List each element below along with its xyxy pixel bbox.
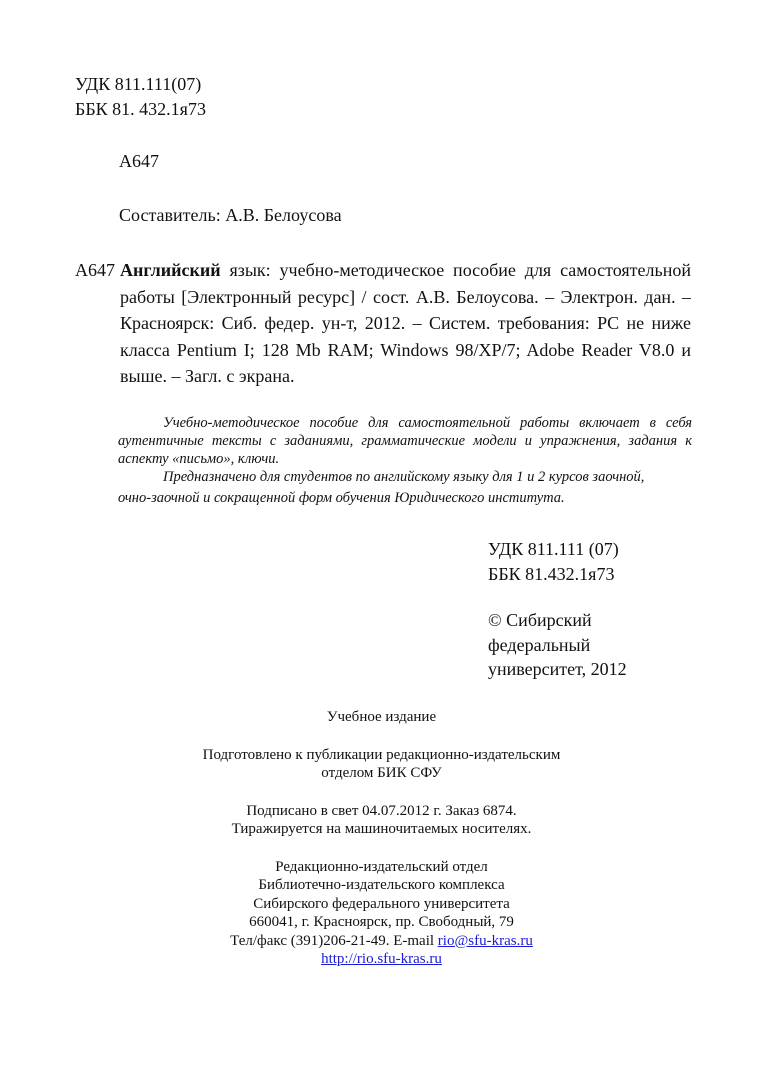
bibliographic-line-5: выше. – Загл. с экрана. xyxy=(120,366,295,386)
address-line: 660041, г. Красноярск, пр. Свободный, 79 xyxy=(249,914,514,930)
bibliographic-author-sign: А647 xyxy=(75,260,115,280)
distribution-line: Тиражируется на машиночитаемых носителях. xyxy=(231,821,532,837)
publisher-line-2: Библиотечно-издательского комплекса xyxy=(258,877,505,893)
annotation-line-4: Предназначено для студентов по английскому языку для 1 и 2 курсов заочной, xyxy=(163,469,645,485)
bibliographic-line-1 xyxy=(120,257,691,284)
colophon xyxy=(0,708,763,969)
prepared-line-2: отделом БИК СФУ xyxy=(321,765,442,781)
copyright-line-3: университет, 2012 xyxy=(488,659,627,679)
author-sign: А647 xyxy=(119,151,159,171)
bibliographic-line-2: работы [Электронный ресурс] / сост. А.В. Белоусова. – Электрон. дан. – xyxy=(120,286,691,307)
website-link[interactable]: http://rio.sfu-kras.ru xyxy=(321,951,442,967)
udc-code-top: УДК 811.111(07) xyxy=(75,74,202,94)
publisher-line-3: Сибирского федерального университета xyxy=(253,895,510,912)
bibliographic-line-3: Красноярск: Сиб. федер. ун-т, 2012. – Систем. требования: PC не ниже xyxy=(120,313,691,333)
udc-code: УДК 811.111 (07) xyxy=(488,539,619,559)
annotation-line-3: аспекту «письмо», ключи. xyxy=(118,451,280,467)
prepared-line-1: Подготовлено к публикации редакционно-издательским xyxy=(202,746,561,763)
website-line xyxy=(0,950,763,969)
bibliographic-title-rest: язык: учебно-методическое пособие для самостоятельной xyxy=(220,260,691,280)
contact-line xyxy=(0,932,763,951)
annotation-line-5: очно-заочной и сокращенной форм обучения Юридического института. xyxy=(118,490,565,506)
edition-type: Учебное издание xyxy=(326,709,437,725)
copyright-line-2: федеральный xyxy=(488,634,591,655)
classification-block xyxy=(488,537,627,682)
bibliographic-description xyxy=(120,257,691,390)
bbk-code: ББК 81.432.1я73 xyxy=(488,563,615,584)
compiler-line: Составитель: А.В. Белоусова xyxy=(119,205,342,225)
annotation-line-2: аутентичные тексты с заданиями, грамматические модели и упражнения, задания к xyxy=(118,433,692,449)
copyright-line-1: © Сибирский xyxy=(488,610,592,630)
bibliographic-title: Английский xyxy=(120,260,221,280)
annotation xyxy=(118,414,692,507)
annotation-line-1: Учебно-методическое пособие для самостоятельной работы включает в себя xyxy=(163,415,692,431)
email-link[interactable]: rio@sfu-kras.ru xyxy=(437,932,533,949)
bbk-code-top: ББК 81. 432.1я73 xyxy=(75,99,206,119)
signed-line: Подписано в свет 04.07.2012 г. Заказ 6874. xyxy=(246,802,517,819)
publisher-line-1: Редакционно-издательский отдел xyxy=(275,858,488,875)
contact-prefix: Тел/факс (391)206-21-49. E-mail xyxy=(230,932,438,949)
bibliographic-line-4: класса Pentium I; 128 Mb RAM; Windows 98/XP/7; Adobe Reader V8.0 и xyxy=(120,339,691,360)
